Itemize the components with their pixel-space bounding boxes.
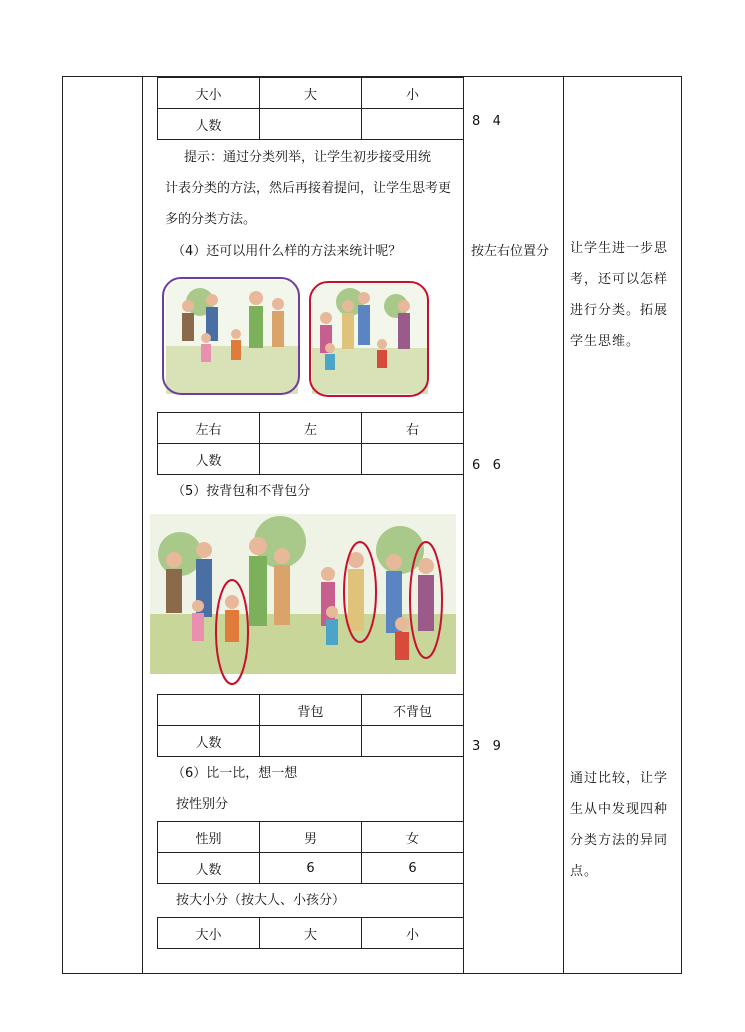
frame-left (62, 76, 63, 974)
answer-method: 按左右位置分 (471, 244, 550, 259)
answer-size: 8 4 (472, 114, 501, 129)
gender-title: 按性别分 (176, 797, 229, 812)
family-illustration-backpack (150, 514, 456, 686)
frame-right (681, 76, 682, 974)
cell-empty (362, 726, 464, 757)
row-label-count: 人数 (158, 109, 260, 140)
hint-line-2: 计表分类的方法，然后再接着提问，让学生思考更 (165, 181, 452, 196)
hint-line-1: 提示：通过分类列举，让学生初步接受用统 (184, 150, 432, 165)
lr-header-left: 左 (260, 413, 362, 444)
row-label-count: 人数 (158, 726, 260, 757)
cell-empty (260, 444, 362, 475)
frame-col1 (142, 76, 143, 974)
size-header-small: 小 (362, 78, 464, 109)
size-header-small: 小 (362, 918, 464, 949)
note-1-line-1: 让学生进一步思 (570, 241, 669, 256)
size-header-label: 大小 (158, 918, 260, 949)
gender-table (157, 821, 464, 884)
bag-header-label (158, 695, 260, 726)
size-header-label: 大小 (158, 78, 260, 109)
frame-bottom (62, 973, 682, 974)
question-4: （4）还可以用什么样的方法来统计呢？ (172, 244, 402, 259)
cell-empty (362, 444, 464, 475)
note-2-line-4: 点。 (570, 864, 599, 879)
answer-backpack: 3 9 (472, 739, 501, 754)
family-illustration-left-right (160, 276, 432, 400)
lr-header-right: 右 (362, 413, 464, 444)
note-1-line-3: 进行分类。拓展 (570, 303, 669, 318)
gender-header-female: 女 (362, 822, 464, 853)
question-5: （5）按背包和不背包分 (172, 484, 311, 499)
bag-header-no-backpack: 不背包 (362, 695, 464, 726)
gender-female-count: 6 (362, 853, 464, 884)
note-1-line-2: 考，还可以怎样 (570, 272, 669, 287)
note-1-line-4: 学生思维。 (570, 334, 641, 349)
note-2-line-3: 分类方法的异同 (570, 833, 669, 848)
bag-header-backpack: 背包 (260, 695, 362, 726)
row-label-count: 人数 (158, 853, 260, 884)
gender-header-label: 性别 (158, 822, 260, 853)
backpack-table (157, 694, 464, 757)
question-6: （6）比一比，想一想 (172, 766, 298, 781)
size-header-big: 大 (260, 918, 362, 949)
frame-col3 (563, 76, 564, 974)
note-2-line-2: 生从中发现四种 (570, 802, 669, 817)
row-label-count: 人数 (158, 444, 260, 475)
hint-line-3: 多的分类方法。 (165, 212, 257, 227)
size-header-big: 大 (260, 78, 362, 109)
gender-male-count: 6 (260, 853, 362, 884)
cell-empty (362, 109, 464, 140)
size-table-top (157, 77, 464, 140)
answer-left-right: 6 6 (472, 458, 501, 473)
size-title: 按大小分（按大人、小孩分） (176, 893, 346, 908)
size-table-bottom (157, 917, 464, 949)
lr-header-label: 左右 (158, 413, 260, 444)
note-2-line-1: 通过比较，让学 (570, 771, 669, 786)
left-right-table (157, 412, 464, 475)
cell-empty (260, 726, 362, 757)
gender-header-male: 男 (260, 822, 362, 853)
cell-empty (260, 109, 362, 140)
